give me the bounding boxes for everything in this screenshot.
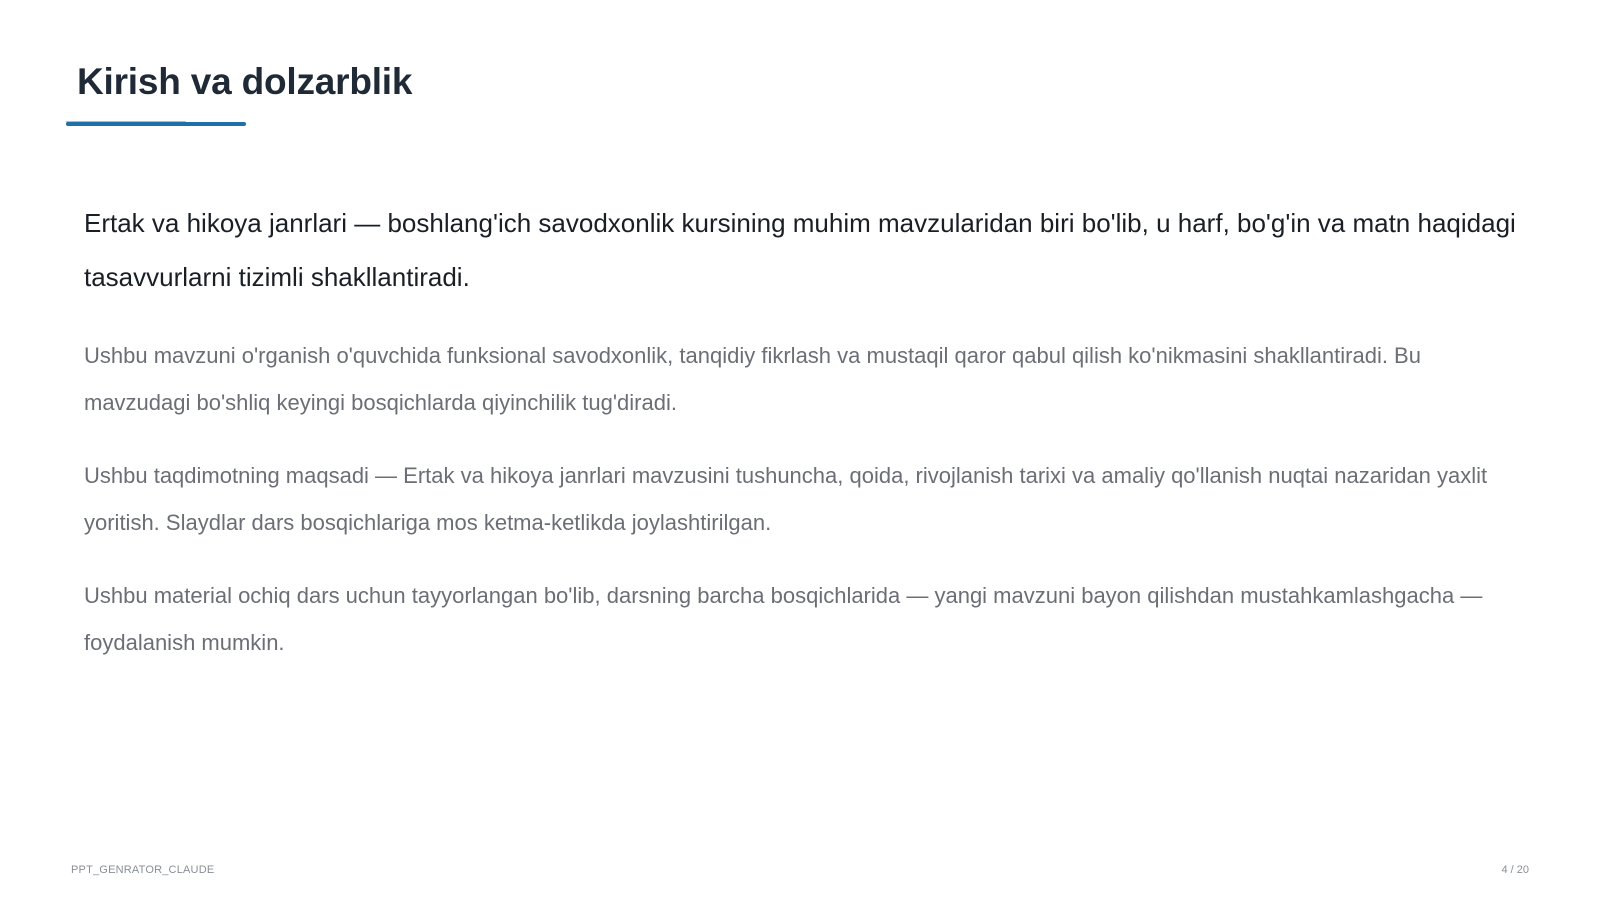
slide-body [84, 196, 1524, 692]
body-paragraph-2: Ushbu taqdimotning maqsadi — Ertak va hikoya janrlari mavzusini tushuncha, qoida, rivojlanish tarixi va amaliy qo'llanish nuqtai nazaridan yaxlit yoritish. Slaydlar dars bosqichlariga mos ketma-ketlikda joylashtirilgan. [84, 463, 1488, 535]
page-number: 4 / 20 [1501, 864, 1529, 876]
slide-title: Kirish va dolzarblik [77, 61, 413, 102]
title-underline-accent [66, 121, 246, 126]
lead-paragraph: Ertak va hikoya janrlari — boshlang'ich savodxonlik kursining muhim mavzularidan biri bo'lib, u harf, bo'g'in va matn haqidagi tasavvurlarni tizimli shakllantiradi. [84, 208, 1516, 292]
body-paragraph-1: Ushbu mavzuni o'rganish o'quvchida funksional savodxonlik, tanqidiy fikrlash va mustaqil qaror qabul qilish ko'nikmasini shakllantiradi. Bu mavzudagi bo'shliq keyingi bosqichlarda qiyinchilik tug'diradi. [84, 343, 1421, 415]
footer-label: PPT_GENRATOR_CLAUDE [71, 864, 215, 876]
body-paragraph-3: Ushbu material ochiq dars uchun tayyorlangan bo'lib, darsning barcha bosqichlarida — yangi mavzuni bayon qilishdan mustahkamlashgacha — foydalanish mumkin. [84, 583, 1483, 655]
underline-bar [66, 122, 246, 126]
